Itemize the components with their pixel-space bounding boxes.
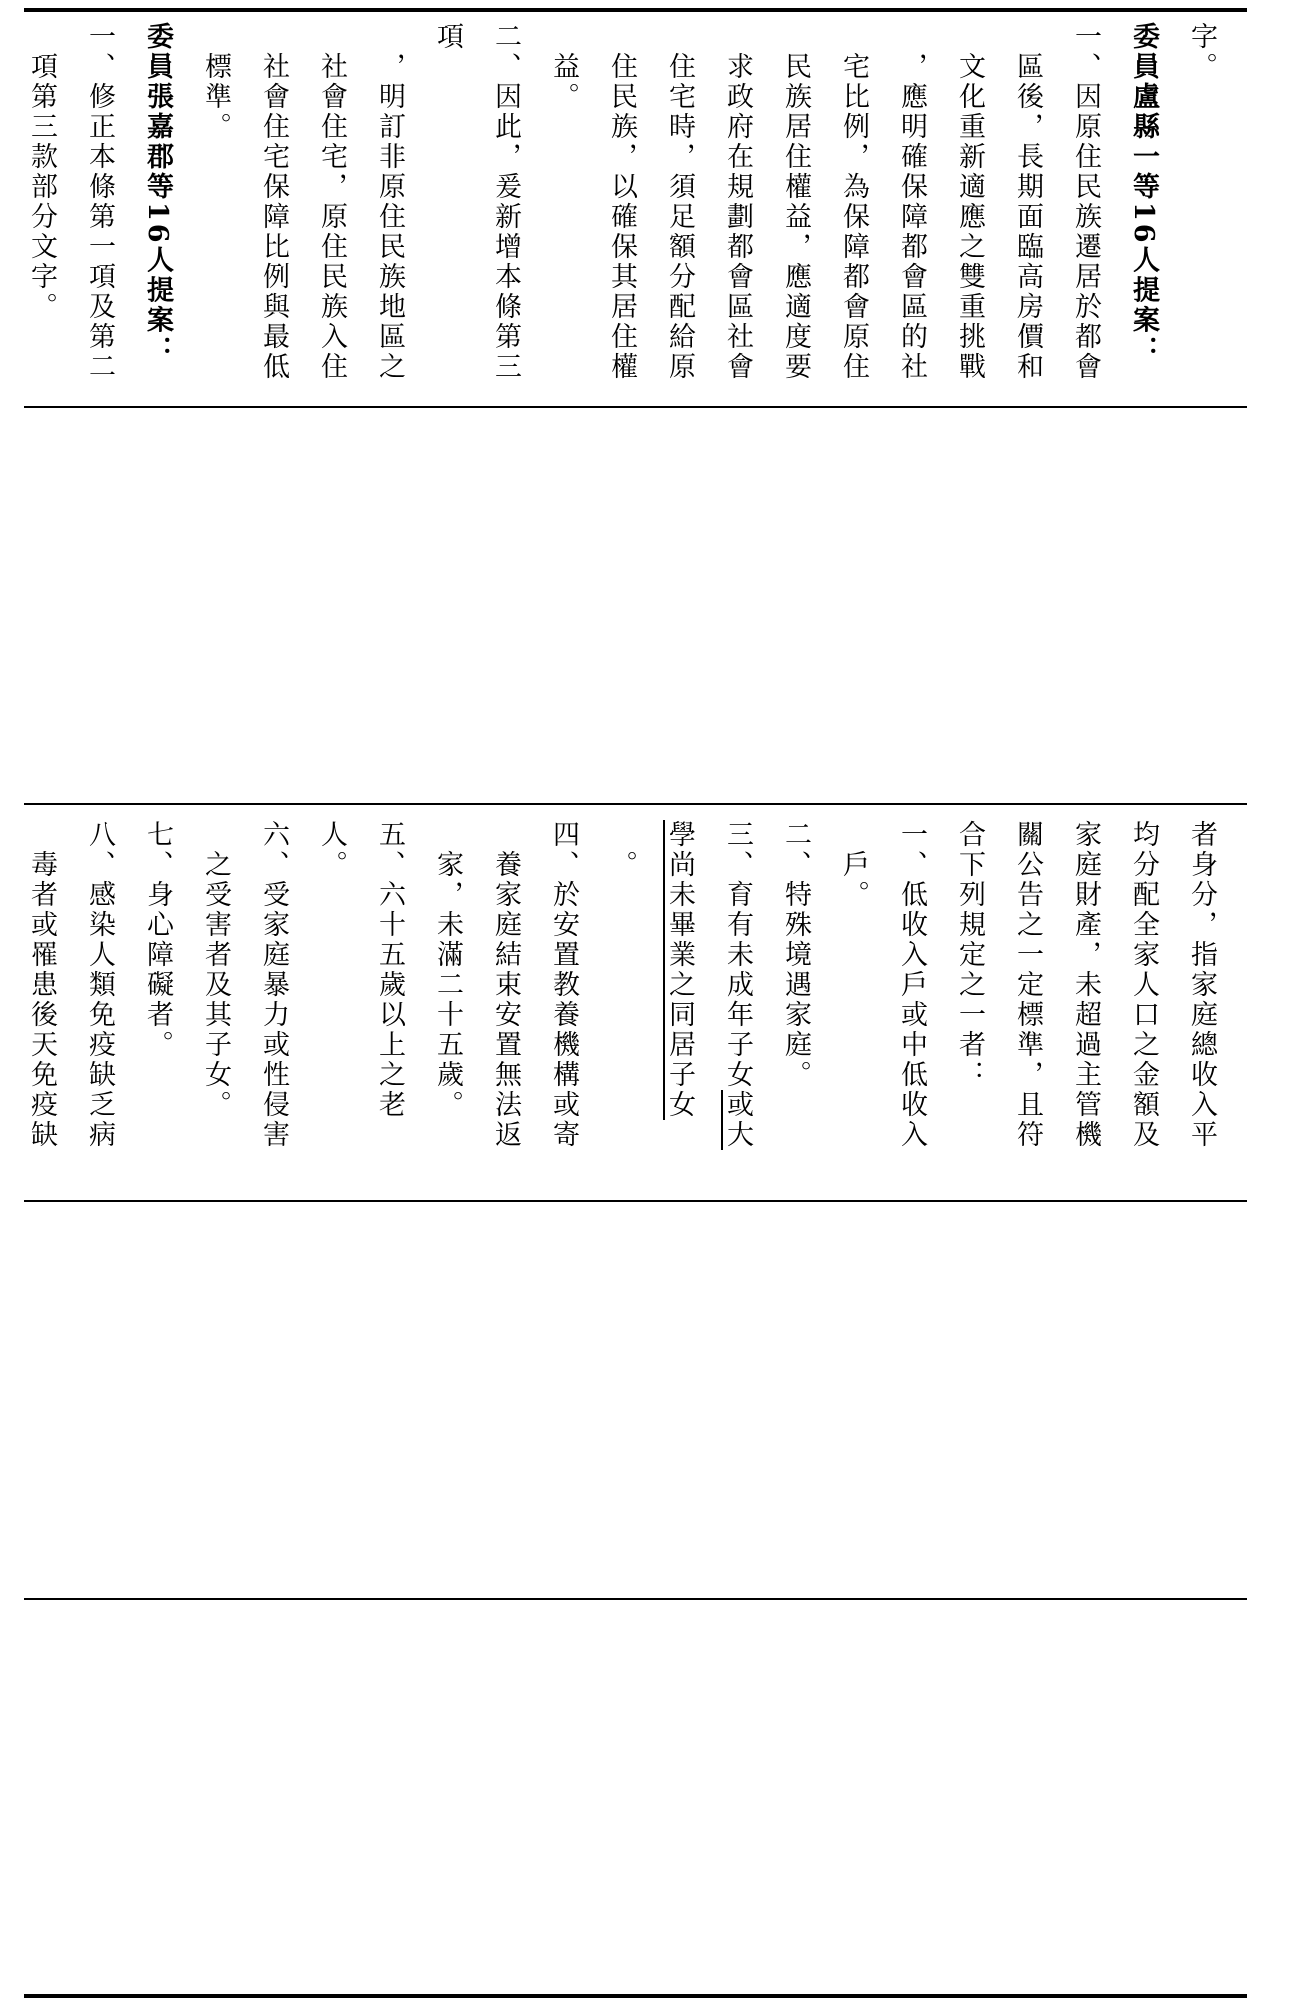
text-column [1172,22,1230,382]
text-column [766,22,824,382]
text-column [882,22,940,382]
divider-rule [24,1598,1247,1600]
column-text: 住宅時，須足額分配給原 [664,22,695,382]
column-text: 社會住宅，原住民族入住 [316,22,347,382]
divider-rule [24,803,1247,805]
section-middle-text [26,820,1230,1175]
text-column [1114,820,1172,1175]
underlined-amendment-text: 學尚未畢業之同居子女 [664,820,695,1120]
column-text: 者身分，指家庭總收入平 [1186,820,1217,1150]
text-column [592,22,650,382]
column-text: 文化重新適應之雙重挑戰 [954,22,985,382]
column-text: 戶。 [838,820,869,910]
column-text: 七、身心障礙者。 [142,820,173,1060]
text-column [824,820,882,1175]
column-text: 住民族，以確保其居住權 [606,22,637,382]
column-text: 家，未滿二十五歲。 [432,820,463,1120]
text-column [592,820,650,1175]
column-text: 二、因此，爰新增本條第三項 [432,22,521,382]
column-text: 項第三款部分文字。 [26,22,57,322]
divider-rule [24,406,1247,408]
column-text: 字。 [1186,22,1217,82]
column-text: 一、修正本條第一項及第二 [84,22,115,382]
column-text: 委員張嘉郡等16人提案： [142,22,173,366]
text-column [12,820,70,1175]
text-column [244,820,302,1175]
column-text: 八、感染人類免疫缺乏病 [84,820,115,1150]
column-text: 益。 [548,22,579,112]
column-text: 家庭財產，未超過主管機 [1070,820,1101,1150]
text-column [998,22,1056,382]
column-text: 二、特殊境遇家庭。 [780,820,811,1090]
section-top-text [26,22,1230,382]
column-text: 養家庭結束安置無法返 [490,820,521,1150]
text-column [418,820,476,1175]
column-text: 宅比例，為保障都會原住 [838,22,869,382]
text-column [128,22,186,382]
column-text: 一、低收入戶或中低收入 [896,820,927,1150]
text-column [302,22,360,382]
top-border-rule [24,8,1247,12]
column-text: 一、因原住民族遷居於都會 [1070,22,1101,382]
underlined-amendment-text: 或大 [722,1090,753,1150]
column-text: 民族居住權益，應適度要 [780,22,811,382]
text-column [128,820,186,1175]
text-column [650,820,708,1175]
text-column [998,820,1056,1175]
text-column [360,22,418,382]
text-column [12,22,70,382]
text-column [70,820,128,1175]
column-text: 毒者或罹患後天免疫缺 [26,820,57,1150]
column-text: 標準。 [200,22,231,142]
column-text: 四、於安置教養機構或寄 [548,820,579,1150]
column-text: 三、育有未成年子女 [722,820,753,1090]
text-column [302,820,418,1175]
text-column [650,22,708,382]
text-column [418,22,534,382]
column-text: 社會住宅保障比例與最低 [258,22,289,382]
column-text: 關公告之一定標準，且符 [1012,820,1043,1150]
column-text: 均分配全家人口之金額及 [1128,820,1159,1150]
column-text: 六、受家庭暴力或性侵害 [258,820,289,1150]
text-column [1056,22,1114,382]
text-column [1172,820,1230,1175]
text-column [940,820,998,1175]
text-column [824,22,882,382]
text-column [882,820,940,1175]
column-text: ，應明確保障都會區的社 [896,22,927,382]
text-column [476,820,534,1175]
text-column [0,22,12,382]
column-text: ，明訂非原住民族地區之 [374,22,405,382]
divider-rule [24,1200,1247,1202]
text-column [708,820,766,1175]
column-text: 五、六十五歲以上之老人。 [316,820,405,1120]
text-column [1056,820,1114,1175]
bottom-border-rule [24,1994,1247,1998]
text-column [186,22,244,382]
text-column [70,22,128,382]
text-column [708,22,766,382]
text-column [0,820,12,1175]
text-column [186,820,244,1175]
column-text: 合下列規定之一者： [954,820,985,1090]
text-column [244,22,302,382]
column-text: 。 [606,820,637,880]
column-text: 委員盧縣一等16人提案： [1128,22,1159,366]
text-column [1114,22,1172,382]
column-text: 區後，長期面臨高房價和 [1012,22,1043,382]
text-column [940,22,998,382]
text-column [534,22,592,382]
column-text: 求政府在規劃都會區社會 [722,22,753,382]
text-column [534,820,592,1175]
column-text: 之受害者及其子女。 [200,820,231,1120]
text-column [766,820,824,1175]
